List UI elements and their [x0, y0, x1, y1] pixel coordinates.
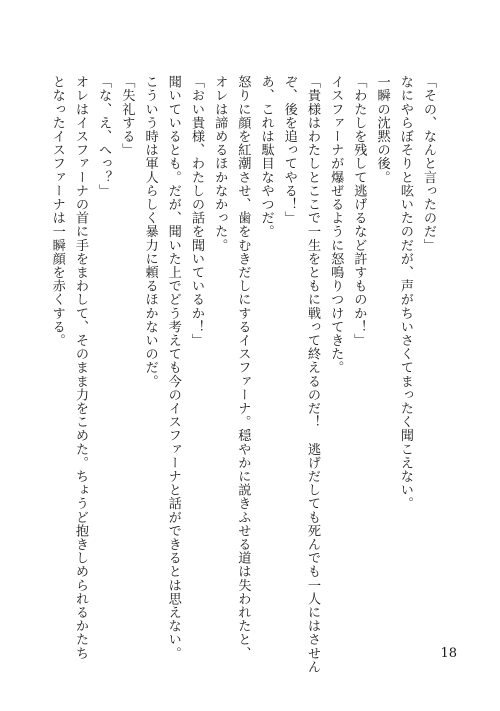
text-line: 「わたしを残して逃げるなど許すものか！」: [351, 75, 367, 347]
text-line: オレは諦めるほかなかった。: [212, 75, 228, 252]
page-number: 18: [440, 646, 457, 661]
text-line: 聞いているとも。だが、聞いた上でどう考えても今のイスファーナと話ができるとは思えない。: [165, 75, 181, 660]
text-line: 「貴様はわたしとここで一生をともに戦って終えるのだ！ 逃げだしても死んでも一人にはさせん: [304, 75, 320, 674]
text-line: 怒りに顔を紅潮させ、歯をむきだしにするイスファーナ。穏やかに説きふせる道は失われたと、: [235, 75, 251, 660]
text-line: 「失礼する」: [119, 75, 135, 157]
text-line: イスファーナが爆ぜるように怒鳴りつけてきた。: [328, 75, 344, 375]
text-line: 「おい貴様、わたしの話を聞いているか！」: [188, 75, 204, 347]
vertical-text-block: [46, 75, 440, 674]
text-line: となったイスファーナは一瞬顔を赤くする。: [49, 75, 65, 347]
text-line: 一瞬の沈黙の後。: [374, 75, 390, 184]
text-line: 「な、え、へっ？」: [96, 75, 112, 198]
text-line: あ、これは駄目なやつだ。: [258, 75, 274, 239]
text-line: 「その、なんと言ったのだ」: [421, 75, 436, 252]
text-line: なにやらぼそりと呟いたのだが、声がちいさくてまったく聞こえない。: [397, 75, 413, 511]
text-line: オレはイスファーナの首に手をまわして、そのまま力をこめた。ちょうど抱きしめられるかたち: [72, 75, 88, 660]
text-line: こういう時は軍人らしく暴力に頼るほかないのだ。: [142, 75, 158, 388]
text-line: ぞ、後を追ってやる！」: [281, 75, 297, 225]
